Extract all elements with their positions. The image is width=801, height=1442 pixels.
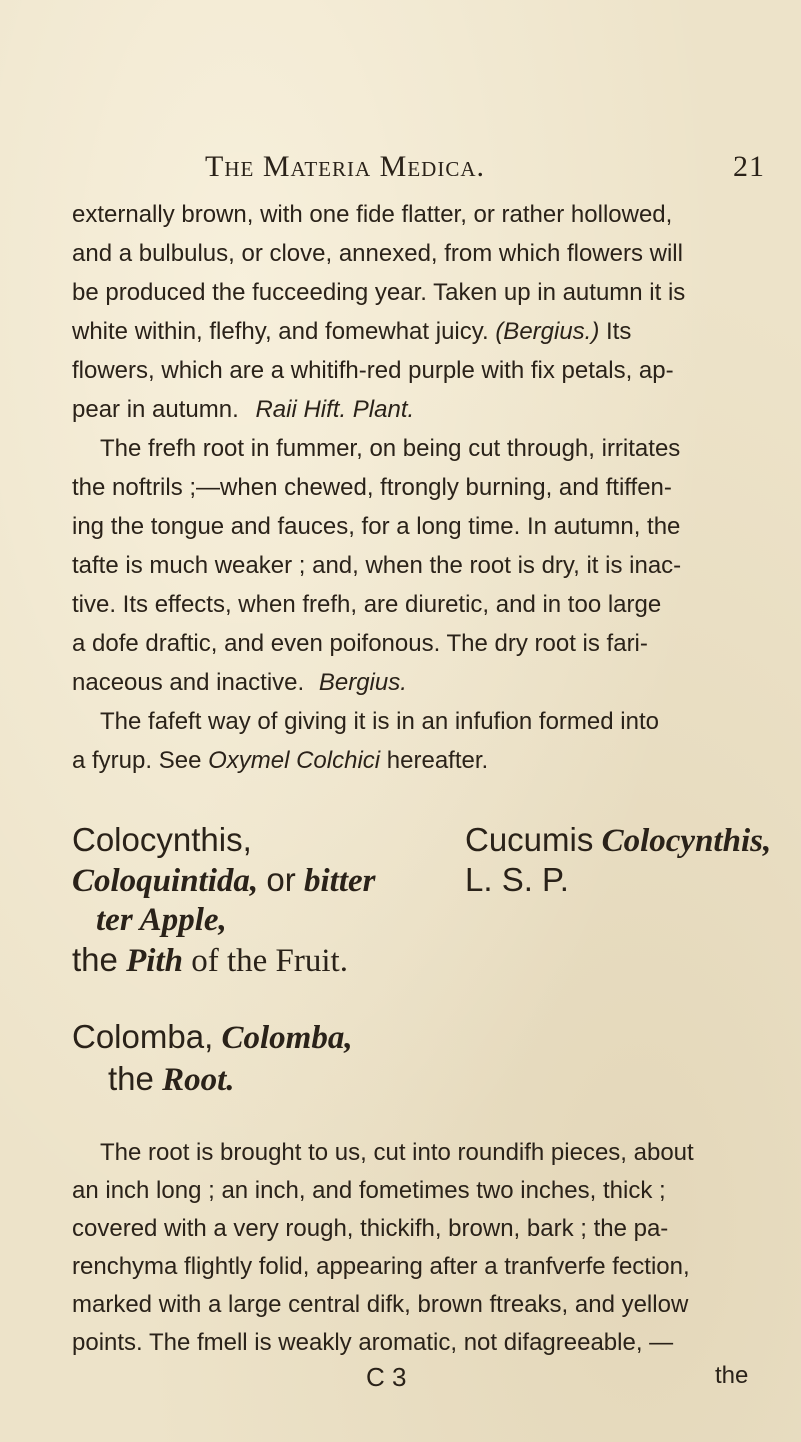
text-line: points. The fmell is weakly aromatic, not difagreeable, — [72,1329,674,1356]
text-line [72,746,488,776]
text-line: renchyma flightly folid, appearing after a tranfverfe fection, [72,1253,690,1280]
text-line: marked with a large central difk, brown ftreaks, and yellow [72,1291,689,1318]
text-line [72,668,407,698]
page-number: 21 [733,150,765,183]
entry-subheading: ter Apple, [96,902,227,938]
text-line: covered with a very rough, thickifh, brown, bark ; the pa- [72,1215,669,1242]
citation: Bergius. [318,669,407,696]
text-span: Cucumis [465,821,594,858]
entry-colomba [72,1017,772,1107]
text-span: the [72,941,118,978]
text-span: or [266,861,296,898]
citation: Raii Hift. Plant. [255,396,415,423]
pharmacopoeia-reference: L. S. P. [465,861,569,898]
entry-heading [72,1017,353,1058]
text-line: and a bulbulus, or clove, annexed, from which flowers will [72,240,683,267]
catchword: the [715,1362,749,1389]
text-line: The fafeft way of giving it is in an infufion formed into [100,708,659,735]
text-span: Colocynthis, [601,823,772,859]
signature-mark: C 3 [366,1362,407,1392]
text-span: pear in autumn. [72,396,239,423]
text-span: Colomba, [221,1020,353,1056]
entry-subheading [72,860,375,901]
text-span: of the Fruit. [191,943,348,979]
page-title: The Materia Medica. [205,150,485,183]
text-line [72,395,414,425]
text-line: tive. Its effects, when frefh, are diuretic, and in too large [72,591,662,618]
text-line: an inch long ; an inch, and fometimes two inches, thick ; [72,1177,666,1204]
text-line: externally brown, with one fide flatter, or rather hollowed, [72,201,673,228]
text-span: the [108,1060,154,1097]
text-line: flowers, which are a whitifh-red purple with fix petals, ap- [72,357,674,384]
entry-heading: Colocynthis, [72,821,252,858]
text-span: Pith [126,943,183,979]
running-header [205,150,765,186]
cross-reference: Oxymel Colchici [208,747,381,774]
text-span: hereafter. [386,747,489,774]
citation: (Bergius.) [495,318,600,345]
entry-subheading [72,940,348,981]
text-line: tafte is much weaker ; and, when the root is dry, it is inac- [72,552,682,579]
entry-subheading [108,1059,235,1100]
text-line: The frefh root in fummer, on being cut through, irritates [100,435,681,462]
text-line: a dofe draftic, and even poifonous. The dry root is fari- [72,630,648,657]
synonym [465,820,771,861]
text-line [72,317,631,347]
text-line: the noftrils ;—when chewed, ftrongly burning, and ftiffen- [72,474,672,501]
text-span: naceous and inactive. [72,669,305,696]
text-span: Root. [162,1062,235,1098]
text-line: ing the tongue and fauces, for a long time. In autumn, the [72,513,681,540]
text-line: be produced the fucceeding year. Taken up in autumn it is [72,279,686,306]
text-span: bitter [303,863,376,899]
text-span: a fyrup. See [72,747,202,774]
text-line: The root is brought to us, cut into roundifh pieces, about [100,1139,694,1166]
text-span: white within, flefhy, and fomewhat juicy. [72,318,489,345]
entry-colocynthis [72,820,772,1020]
text-span: Coloquintida, [72,863,259,899]
text-span: Its [606,318,632,345]
text-span: Colomba, [72,1018,214,1055]
